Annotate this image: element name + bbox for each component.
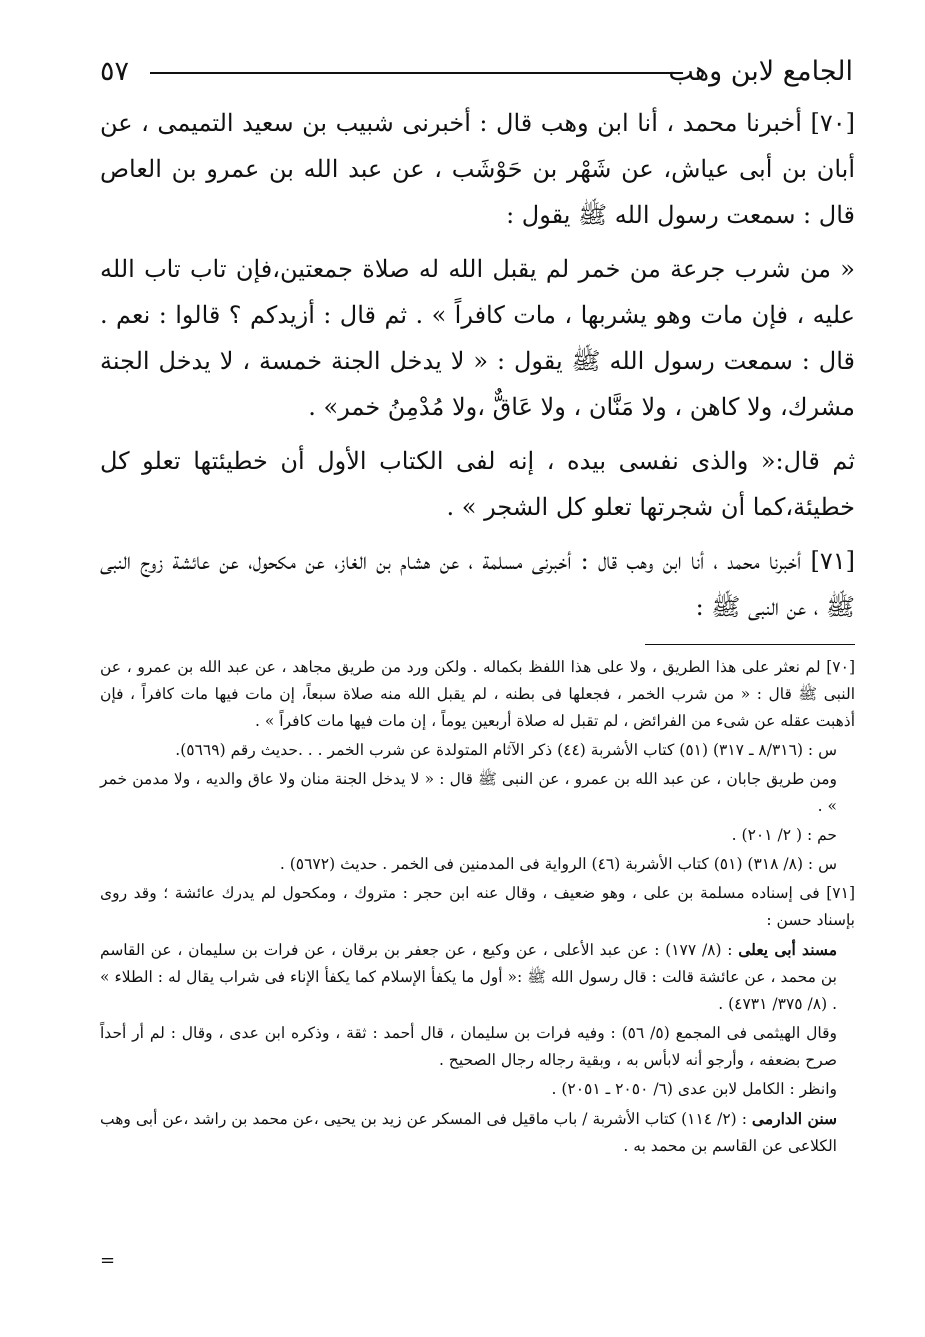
header-rule <box>150 72 683 74</box>
page-number: ٥٧ <box>100 56 130 87</box>
note-71-darimi <box>100 1105 855 1160</box>
note-71-haythami: وقال الهيثمى فى المجمع (٥/ ٥٦) : وفيه فرات بن سليمان ، قال أحمد : ثقة ، وذكره ابن عدى ، وقال : لم أر أحداً صرح بضعفه ، وأرجو أنه لابأس به ، وبقية رجاله رجال الصحيح . <box>100 1024 837 1069</box>
note-70-nasai-ref-2: س : (٨/ ٣١٨) (٥١) كتاب الأشربة (٤٦) الرواية فى المدمنين فى الخمر . حديث (٥٦٧٢) . <box>279 855 837 873</box>
note-71-kamil-ref: وانظر : الكامل لابن عدى (٦/ ٢٠٥٠ ـ ٢٠٥١) . <box>551 1080 837 1098</box>
hadith-71-number: [٧١] <box>810 547 855 575</box>
main-text <box>100 100 855 638</box>
hadith-71-isnad: أخبرنا محمد ، أنا ابن وهب قال : أخبرنى مسلمة ، عن هشام بن الغاز، عن مكحول، عن عائشة زوج النبى ﷺ ، عن النبى ﷺ : <box>100 547 855 621</box>
continuation-mark: = <box>100 1250 116 1271</box>
note-71-abu-yala-text: : (٨/ ١٧٧) : عن عبد الأعلى ، عن وكيع ، عن جعفر بن برقان ، عن فرات بن سليمان ، عن القاسم بن محمد ، عن عائشة قالت : قال رسول الله ﷺ :« أول ما يكفأ الإسلام كما يكفأ الإناء فى شراب يقال له : الطلاء » . (٨/ ٣٧٥/ ٤٧٣١) . <box>100 941 837 1013</box>
page-header <box>100 52 853 92</box>
hadith-71-isnad-paragraph <box>100 538 855 630</box>
hadith-70-isnad: أخبرنا محمد ، أنا ابن وهب قال : أخبرنى شبيب بن سعيد التميمى ، عن أبان بن أبى عياش، عن شَهْر بن حَوْشَب ، عن عبد الله بن عمرو بن العاص قال : سمعت رسول الله ﷺ يقول : <box>100 109 855 229</box>
note-70-intro: [٧٠] لم نعثر على هذا الطريق ، ولا على هذا اللفظ بكماله . ولكن ورد من طريق مجاهد ، عن عبد الله بن عمرو ، عن النبى ﷺ قال : « من شرب الخمر ، فجعلها فى بطنه ، لم يقبل الله منه صلاة سبعاً، إن مات فيها مات كافراً ، فإن أذهبت عقله عن شىء من الفرائض ، لم تقبل له صلاة أربعين يوماً ، إن مات فيها مات كافراً » . <box>100 658 855 730</box>
note-71-intro: [٧١] فى إسناده مسلمة بن على ، وهو ضعيف ، وقال عنه ابن حجر : متروك ، ومكحول لم يدرك عائشة ؛ وقد روى بإسناد حسن : <box>100 884 855 929</box>
note-71-abu-yala <box>100 936 855 1018</box>
running-title: الجامع لابن وهب <box>668 56 853 87</box>
note-71-darimi-label: سنن الدارمى <box>751 1109 837 1128</box>
hadith-70-end: ثم قال:« والذى نفسى بيده ، إنه لفى الكتاب الأول أن خطيئتها تعلو كل خطيئة،كما أن شجرتها تعلو كل الشجر » . <box>100 447 855 521</box>
note-71-abu-yala-label: مسند أبى يعلى <box>738 940 838 959</box>
hadith-70-number: [٧٠] <box>810 109 855 137</box>
note-70-jaban-route: ومن طريق جابان ، عن عبد الله بن عمرو ، عن النبى ﷺ قال : « لا يدخل الجنة منان ولا عاق والديه ، ولا مدمن خمر » . <box>100 770 837 815</box>
note-71-darimi-text: : (٢/ ١١٤) كتاب الأشربة / باب ماقيل فى المسكر عن زيد بن يحيى ،عن محمد بن راشد ،عن أبى وهب الكلاعى عن القاسم بن محمد به . <box>100 1110 837 1155</box>
footnote-separator <box>645 644 855 645</box>
note-70-ahmad-ref: حم : ( ٢/ ٢٠١) . <box>731 826 837 844</box>
hadith-70-isnad-paragraph <box>100 100 855 238</box>
footnotes <box>100 654 855 1162</box>
hadith-70-text: « من شرب جرعة من خمر لم يقبل الله له صلاة جمعتين،فإن تاب تاب الله عليه ، فإن مات وهو يشربها ، مات كافراً » . ثم قال : أزيدكم ؟ قالوا : نعم . قال : سمعت رسول الله ﷺ يقول : « لا يدخل الجنة خمسة ، لا يدخل الجنة مشرك، ولا كاهن ، ولا مَنَّان ، ولا عَاقٌّ ،ولا مُدْمِنُ خمر» . <box>100 255 855 421</box>
note-70-nasai-ref: س : (٨/٣١٦ ـ ٣١٧) (٥١) كتاب الأشربة (٤٤) ذكر الآثام المتولدة عن شرب الخمر . . .حديث رقم (٥٦٦٩). <box>175 741 837 759</box>
